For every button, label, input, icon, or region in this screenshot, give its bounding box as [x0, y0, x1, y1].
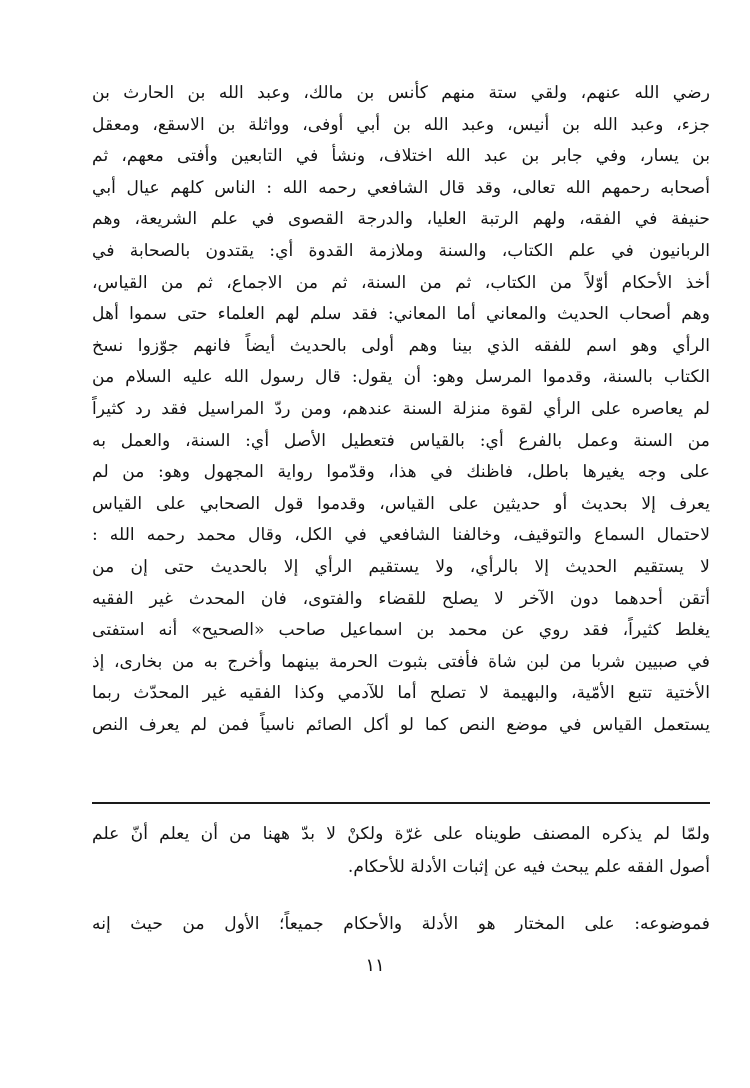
footnote-line: أصول الفقه علم يبحث فيه عن إثبات الأدلة للأحكام.	[347, 857, 710, 877]
page-number: ١١	[365, 955, 385, 976]
footnote-paragraph-gap	[92, 884, 710, 908]
text-line: لا يستقيم الحديث إلا بالرأي، ولا يستقيم الرأي إلا بالحديث حتى إن من	[92, 556, 710, 577]
text-line: في صبيين شربا من لبن شاة فأفتى بثبوت الحرمة بينهما وأخرج به من بخارى، إذ	[92, 651, 710, 672]
text-line: وهم أصحاب الحديث والمعاني أما المعاني: فقد سلم لهم العلماء حتى سموا أهل	[92, 304, 710, 325]
text-line: أتقن أحدهما دون الآخر لا يصلح للقضاء والفتوى، فان المحدث غير الفقيه	[92, 588, 710, 609]
text-line: الربانيون في علم الكتاب، والسنة وملازمة القدوة أي: يقتدون بالصحابة في	[92, 240, 710, 261]
text-line: من السنة وعمل بالفرع أي: بالقياس فتعطيل الأصل أي: السنة، والعمل به	[92, 430, 710, 451]
text-line: يعرف إلا بحديث أو حديثين على القياس، وقدموا قول الصحابي على القياس	[92, 493, 710, 514]
text-line: حنيفة في الفقه، ولهم الرتبة العليا، والدرجة القصوى في علم الشريعة، وهم	[92, 209, 710, 230]
text-line: لم يعاصره على الرأي لقوة منزلة السنة عندهم، ومن ردّ المراسيل فقد رد كثيراً	[92, 398, 710, 419]
text-line: لاحتمال السماع والتوقيف، وخالفنا الشافعي في الكل، وقال محمد رحمه الله :	[92, 525, 710, 546]
text-line: رضي الله عنهم، ولقي ستة منهم كأنس بن مالك، وعبد الله بن الحارث بن	[92, 83, 710, 103]
text-line: جزء، وعبد الله بن أنيس، وعبد الله بن أبي أوفى، وواثلة بن الاسقع، ومعقل	[92, 114, 710, 135]
footnote-separator-rule	[92, 802, 710, 804]
text-line: الكتاب بالسنة، وقدموا المرسل وهو: أن يقول: قال رسول الله عليه السلام من	[92, 367, 710, 388]
main-text-block	[92, 78, 710, 741]
text-line: أخذ الأحكام أوّلاً من الكتاب، ثم من السنة، ثم من الاجماع، ثم من القياس،	[92, 272, 710, 293]
text-line: يغلط كثيراً، فقد روي عن محمد بن اسماعيل صاحب «الصحيح» أنه استفتى	[92, 620, 710, 641]
footnote-line: ولمّا لم يذكره المصنف طويناه على غرّة ولكنْ لا بدّ ههنا من أن يعلم أنّ علم	[92, 824, 710, 844]
text-line: أصحابه رحمهم الله تعالى، وقد قال الشافعي رحمه الله : الناس كلهم عيال أبي	[92, 177, 710, 198]
text-line: على وجه يغيرها باطل، فاظنك في هذا، وقدّموا رواية المجهول وهو: من لم	[92, 462, 710, 483]
footnote-block	[92, 818, 710, 941]
text-line: بن يسار، وفي جابر بن عبد الله اختلاف، ونشأ في التابعين وأفتى معهم، ثم	[92, 146, 710, 167]
text-line: الرأي وهو اسم للفقه الذي بينا وهم أولى بالحديث أيضاً فانهم جوّزوا نسخ	[92, 335, 710, 356]
text-line: يستعمل القياس في موضع النص كما لو أكل الصائم ناسياً فمن لم يعرف النص	[92, 714, 710, 735]
text-line: الأختية تتبع الأمّية، والبهيمة لا تصلح أما للآدمي وكذا الفقيه غير المحدّث ربما	[92, 683, 710, 704]
footnote-line: فموضوعه: على المختار هو الأدلة والأحكام جميعاً؛ الأول من حيث إنه	[92, 914, 710, 934]
